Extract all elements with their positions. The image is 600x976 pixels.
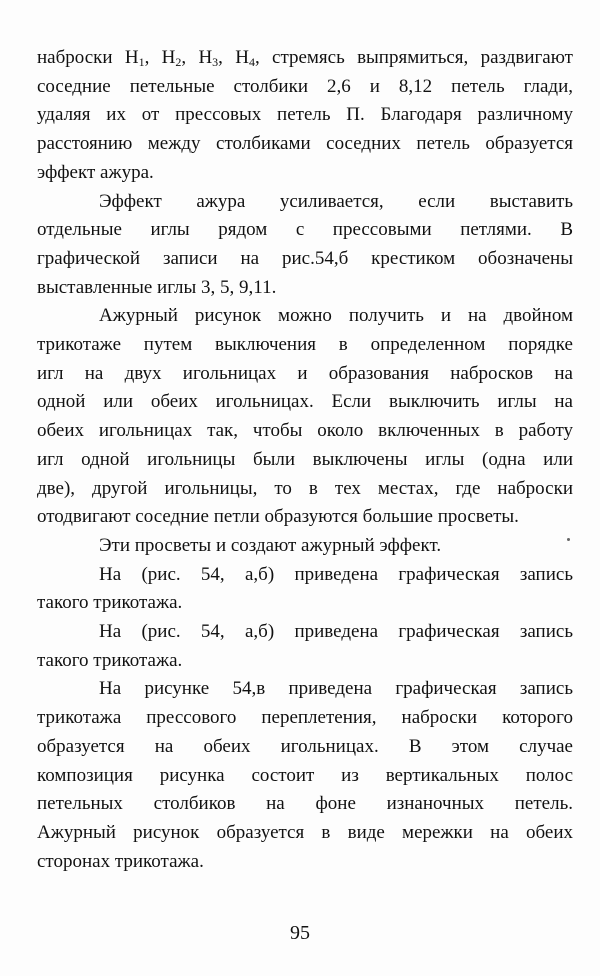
text-run: На (рис. 54, а,б) приведена графическая запись: [99, 563, 573, 585]
subscript: 4: [248, 55, 255, 69]
page-number: 95: [290, 922, 310, 944]
subscript: 1: [138, 55, 145, 69]
text-line: [37, 819, 573, 848]
scan-speck: [567, 538, 570, 541]
paragraph-p2: [37, 188, 573, 303]
text-line: [37, 762, 573, 791]
text-run: Эти просветы и создают ажурный эффект.: [99, 534, 442, 556]
text-line: [37, 704, 573, 733]
text-run: петельных столбиков на фоне изнаночных петель.: [37, 793, 573, 815]
text-line: [37, 647, 573, 676]
text-line: [37, 331, 573, 360]
text-line: [37, 532, 573, 561]
text-line: [37, 245, 573, 274]
text-run: сторонах трикотажа.: [37, 850, 204, 872]
text-line: [37, 733, 573, 762]
text-line: [37, 101, 573, 130]
text-line: [37, 561, 573, 590]
text-run: расстоянию между столбиками соседних петель образуется: [37, 133, 573, 155]
paragraph-p5: [37, 561, 573, 618]
text-run: обеих игольницах так, чтобы около включенных в работу: [37, 420, 573, 442]
text-line: [37, 360, 573, 389]
paragraph-p6: [37, 618, 573, 675]
text-line: [37, 73, 573, 102]
text-run: игл одной игольницы были выключены иглы (одна или: [37, 448, 573, 470]
text-run: , Н: [144, 47, 176, 68]
text-line: [37, 446, 573, 475]
subscript: 2: [175, 55, 182, 69]
text-run: Ажурный рисунок можно получить и на двойном: [99, 305, 573, 327]
text-run: На (рис. 54, а,б) приведена графическая запись: [99, 621, 573, 643]
text-line: [37, 848, 573, 877]
text-line: [37, 475, 573, 504]
text-run: , Н: [218, 47, 249, 68]
text-run: наброски Н: [37, 47, 139, 68]
text-run: Ажурный рисунок образуется в виде мережки на обеих: [37, 821, 573, 843]
text-run: , Н: [181, 47, 213, 68]
text-run: эффект ажура.: [37, 161, 154, 183]
text-run: удаляя их от прессовых петель П. Благодаря различному: [37, 104, 573, 126]
text-line: [37, 388, 573, 417]
text-line: [37, 216, 573, 245]
text-line: [37, 188, 573, 217]
text-line: [37, 790, 573, 819]
text-run: трикотаже путем выключения в определенном порядке: [37, 334, 573, 356]
text-run: образуется на обеих игольницах. В этом случае: [37, 735, 573, 757]
text-run: одной или обеих игольницах. Если выключить иглы на: [37, 391, 573, 413]
text-run: две), другой игольницы, то в тех местах, где наброски: [37, 477, 573, 499]
text-run: игл на двух игольницах и образования набросков на: [37, 362, 573, 384]
text-run: На рисунке 54,в приведена графическая запись: [99, 678, 573, 700]
text-run: композиция рисунка состоит из вертикальных полос: [37, 764, 573, 786]
text-line: [37, 503, 573, 532]
text-run: Эффект ажура усиливается, если выставить: [99, 190, 573, 212]
paragraph-p7: [37, 675, 573, 876]
subscript: 3: [212, 55, 219, 69]
text-run: выставленные иглы 3, 5, 9,11.: [37, 276, 277, 298]
paragraph-p1: [37, 44, 573, 188]
text-line: [37, 130, 573, 159]
text-run: трикотажа прессового переплетения, наброски которого: [37, 707, 573, 729]
paragraph-p3: [37, 302, 573, 532]
text-line: [37, 159, 573, 188]
body-text: [37, 44, 573, 876]
text-line: [37, 675, 573, 704]
text-line: [37, 44, 573, 73]
text-run: такого трикотажа.: [37, 649, 183, 671]
text-run: , стремясь выпрямиться, раздвигают: [254, 47, 573, 68]
text-run: отдельные иглы рядом с прессовыми петлями. В: [37, 219, 573, 241]
paragraph-p4: [37, 532, 573, 561]
text-line: [37, 417, 573, 446]
text-run: такого трикотажа.: [37, 592, 183, 614]
text-run: отодвигают соседние петли образуются большие просветы.: [37, 506, 519, 528]
text-line: [37, 302, 573, 331]
text-line: [37, 589, 573, 618]
text-run: графической записи на рис.54,б крестиком обозначены: [37, 247, 573, 269]
text-line: [37, 274, 573, 303]
text-line: [37, 618, 573, 647]
text-run: соседние петельные столбики 2,6 и 8,12 петель глади,: [37, 75, 573, 97]
